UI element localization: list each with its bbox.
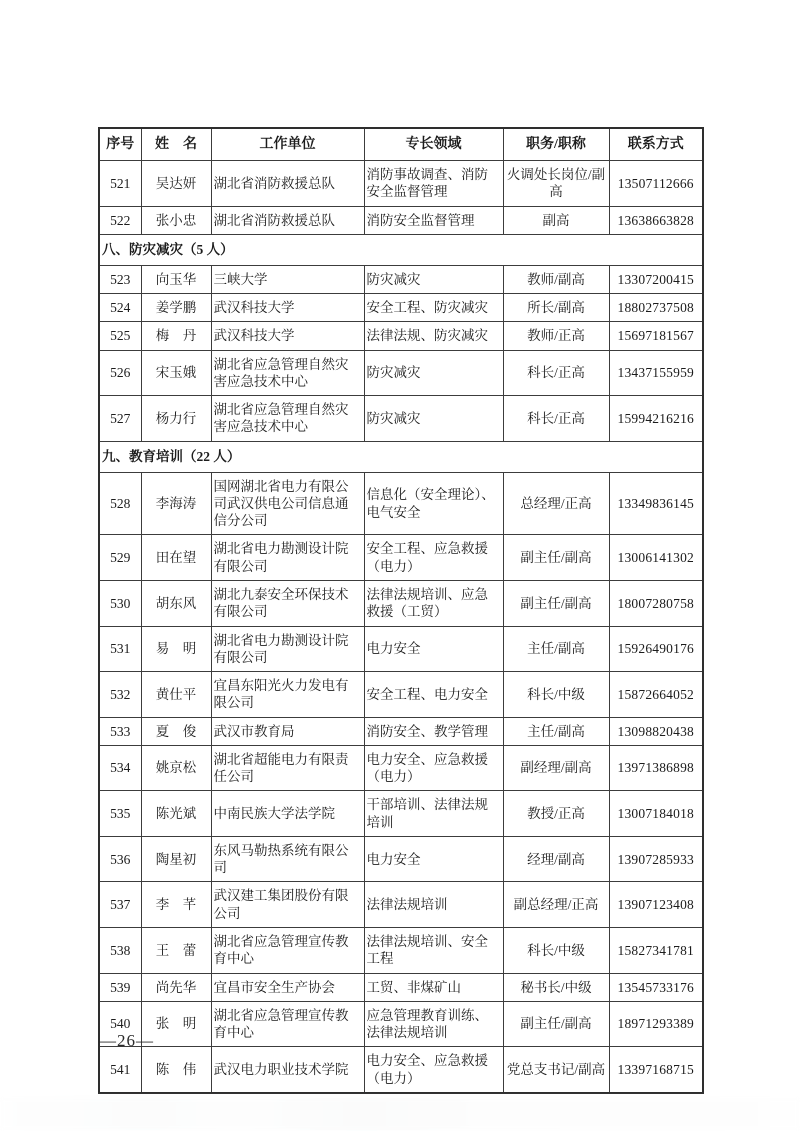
cell-name: 陈 伟 bbox=[141, 1047, 211, 1093]
table-row bbox=[99, 206, 703, 234]
cell-unit: 湖北省应急管理自然灾害应急技术中心 bbox=[211, 396, 364, 442]
cell-no: 531 bbox=[99, 626, 141, 672]
cell-unit: 武汉科技大学 bbox=[211, 294, 364, 322]
cell-unit: 湖北省应急管理宣传教育中心 bbox=[211, 927, 364, 973]
cell-unit: 东风马勒热系统有限公司 bbox=[211, 836, 364, 882]
cell-phone: 18971293389 bbox=[609, 1001, 703, 1047]
cell-phone: 13907123408 bbox=[609, 882, 703, 928]
cell-unit: 湖北省消防救援总队 bbox=[211, 161, 364, 207]
cell-name: 杨力行 bbox=[141, 396, 211, 442]
cell-no: 538 bbox=[99, 927, 141, 973]
cell-no: 525 bbox=[99, 322, 141, 350]
table-row bbox=[99, 791, 703, 837]
cell-title: 教授/正高 bbox=[503, 791, 609, 837]
cell-no: 521 bbox=[99, 161, 141, 207]
col-header-field: 专长领域 bbox=[364, 128, 503, 161]
cell-no: 537 bbox=[99, 882, 141, 928]
cell-no: 530 bbox=[99, 580, 141, 626]
cell-phone: 13907285933 bbox=[609, 836, 703, 882]
cell-unit: 湖北九泰安全环保技术有限公司 bbox=[211, 580, 364, 626]
cell-name: 陶星初 bbox=[141, 836, 211, 882]
cell-field: 防灾减灾 bbox=[364, 350, 503, 396]
cell-unit: 湖北省应急管理自然灾害应急技术中心 bbox=[211, 350, 364, 396]
cell-title: 科长/正高 bbox=[503, 396, 609, 442]
cell-no: 523 bbox=[99, 265, 141, 293]
cell-name: 尚先华 bbox=[141, 973, 211, 1001]
table-row bbox=[99, 322, 703, 350]
cell-unit: 湖北省电力勘测设计院有限公司 bbox=[211, 535, 364, 581]
cell-name: 宋玉娥 bbox=[141, 350, 211, 396]
table-row bbox=[99, 161, 703, 207]
cell-unit: 三峡大学 bbox=[211, 265, 364, 293]
cell-title: 科长/中级 bbox=[503, 672, 609, 718]
cell-no: 526 bbox=[99, 350, 141, 396]
cell-title: 秘书长/中级 bbox=[503, 973, 609, 1001]
cell-phone: 15697181567 bbox=[609, 322, 703, 350]
cell-phone: 13638663828 bbox=[609, 206, 703, 234]
table-row bbox=[99, 626, 703, 672]
table-row bbox=[99, 396, 703, 442]
cell-field: 应急管理教育训练、法律法规培训 bbox=[364, 1001, 503, 1047]
cell-field: 安全工程、应急救援（电力） bbox=[364, 535, 503, 581]
cell-title: 科长/正高 bbox=[503, 350, 609, 396]
cell-field: 法律法规培训 bbox=[364, 882, 503, 928]
cell-title: 主任/副高 bbox=[503, 626, 609, 672]
cell-phone: 15872664052 bbox=[609, 672, 703, 718]
table-row bbox=[99, 882, 703, 928]
cell-unit: 武汉电力职业技术学院 bbox=[211, 1047, 364, 1093]
cell-no: 533 bbox=[99, 717, 141, 745]
cell-field: 防灾减灾 bbox=[364, 396, 503, 442]
cell-no: 529 bbox=[99, 535, 141, 581]
cell-name: 梅 丹 bbox=[141, 322, 211, 350]
cell-phone: 13545733176 bbox=[609, 973, 703, 1001]
cell-phone: 13349836145 bbox=[609, 472, 703, 535]
cell-title: 教师/正高 bbox=[503, 322, 609, 350]
cell-title: 副高 bbox=[503, 206, 609, 234]
cell-no: 524 bbox=[99, 294, 141, 322]
table-row bbox=[99, 472, 703, 535]
table-row bbox=[99, 580, 703, 626]
cell-unit: 武汉科技大学 bbox=[211, 322, 364, 350]
experts-table bbox=[98, 127, 704, 1094]
cell-no: 535 bbox=[99, 791, 141, 837]
cell-field: 安全工程、电力安全 bbox=[364, 672, 503, 718]
cell-phone: 13507112666 bbox=[609, 161, 703, 207]
table-header-row bbox=[99, 128, 703, 161]
table-row bbox=[99, 745, 703, 791]
cell-name: 姜学鹏 bbox=[141, 294, 211, 322]
cell-phone: 13397168715 bbox=[609, 1047, 703, 1093]
cell-phone: 13098820438 bbox=[609, 717, 703, 745]
cell-title: 副主任/副高 bbox=[503, 535, 609, 581]
cell-name: 张小忠 bbox=[141, 206, 211, 234]
cell-field: 消防安全、教学管理 bbox=[364, 717, 503, 745]
cell-no: 541 bbox=[99, 1047, 141, 1093]
cell-phone: 15926490176 bbox=[609, 626, 703, 672]
cell-unit: 国网湖北省电力有限公司武汉供电公司信息通信分公司 bbox=[211, 472, 364, 535]
cell-title: 所长/副高 bbox=[503, 294, 609, 322]
section-label: 九、教育培训（22 人） bbox=[99, 441, 703, 472]
cell-name: 田在望 bbox=[141, 535, 211, 581]
cell-unit: 湖北省电力勘测设计院有限公司 bbox=[211, 626, 364, 672]
cell-no: 536 bbox=[99, 836, 141, 882]
cell-unit: 湖北省超能电力有限责任公司 bbox=[211, 745, 364, 791]
cell-field: 消防事故调查、消防安全监督管理 bbox=[364, 161, 503, 207]
page-bleed-artifact bbox=[0, 1097, 800, 1131]
cell-title: 主任/副高 bbox=[503, 717, 609, 745]
section-row bbox=[99, 441, 703, 472]
cell-field: 法律法规、防灾减灾 bbox=[364, 322, 503, 350]
cell-title: 副主任/副高 bbox=[503, 580, 609, 626]
cell-field: 干部培训、法律法规培训 bbox=[364, 791, 503, 837]
cell-name: 夏 俊 bbox=[141, 717, 211, 745]
cell-field: 电力安全、应急救援（电力） bbox=[364, 1047, 503, 1093]
cell-no: 540 bbox=[99, 1001, 141, 1047]
cell-phone: 18007280758 bbox=[609, 580, 703, 626]
cell-phone: 13007184018 bbox=[609, 791, 703, 837]
cell-no: 532 bbox=[99, 672, 141, 718]
cell-unit: 武汉建工集团股份有限公司 bbox=[211, 882, 364, 928]
cell-no: 522 bbox=[99, 206, 141, 234]
cell-field: 电力安全 bbox=[364, 836, 503, 882]
cell-field: 电力安全、应急救援（电力） bbox=[364, 745, 503, 791]
cell-title: 副主任/副高 bbox=[503, 1001, 609, 1047]
cell-title: 经理/副高 bbox=[503, 836, 609, 882]
section-row bbox=[99, 234, 703, 265]
table-row bbox=[99, 927, 703, 973]
cell-name: 黄仕平 bbox=[141, 672, 211, 718]
col-header-title: 职务/职称 bbox=[503, 128, 609, 161]
cell-field: 防灾减灾 bbox=[364, 265, 503, 293]
cell-name: 李 芊 bbox=[141, 882, 211, 928]
cell-unit: 宜昌东阳光火力发电有限公司 bbox=[211, 672, 364, 718]
cell-unit: 武汉市教育局 bbox=[211, 717, 364, 745]
cell-title: 教师/副高 bbox=[503, 265, 609, 293]
cell-no: 539 bbox=[99, 973, 141, 1001]
cell-field: 电力安全 bbox=[364, 626, 503, 672]
table-row bbox=[99, 717, 703, 745]
section-label: 八、防灾减灾（5 人） bbox=[99, 234, 703, 265]
cell-no: 528 bbox=[99, 472, 141, 535]
cell-name: 陈光斌 bbox=[141, 791, 211, 837]
table-row bbox=[99, 350, 703, 396]
cell-field: 工贸、非煤矿山 bbox=[364, 973, 503, 1001]
table-row bbox=[99, 1047, 703, 1093]
cell-title: 火调处长岗位/副高 bbox=[503, 161, 609, 207]
cell-name: 胡东风 bbox=[141, 580, 211, 626]
cell-field: 信息化（安全理论）、电气安全 bbox=[364, 472, 503, 535]
table-row bbox=[99, 294, 703, 322]
col-header-unit: 工作单位 bbox=[211, 128, 364, 161]
cell-no: 527 bbox=[99, 396, 141, 442]
cell-name: 易 明 bbox=[141, 626, 211, 672]
cell-title: 副经理/副高 bbox=[503, 745, 609, 791]
cell-phone: 13006141302 bbox=[609, 535, 703, 581]
cell-phone: 15827341781 bbox=[609, 927, 703, 973]
cell-no: 534 bbox=[99, 745, 141, 791]
cell-title: 副总经理/正高 bbox=[503, 882, 609, 928]
cell-name: 张 明 bbox=[141, 1001, 211, 1047]
cell-field: 消防安全监督管理 bbox=[364, 206, 503, 234]
cell-name: 吴达妍 bbox=[141, 161, 211, 207]
cell-title: 党总支书记/副高 bbox=[503, 1047, 609, 1093]
col-header-no: 序号 bbox=[99, 128, 141, 161]
col-header-phone: 联系方式 bbox=[609, 128, 703, 161]
cell-unit: 中南民族大学法学院 bbox=[211, 791, 364, 837]
table-row bbox=[99, 973, 703, 1001]
table-row bbox=[99, 672, 703, 718]
table-row bbox=[99, 265, 703, 293]
cell-unit: 湖北省应急管理宣传教育中心 bbox=[211, 1001, 364, 1047]
cell-phone: 18802737508 bbox=[609, 294, 703, 322]
cell-name: 王 蕾 bbox=[141, 927, 211, 973]
cell-field: 法律法规培训、安全工程 bbox=[364, 927, 503, 973]
table-row bbox=[99, 1001, 703, 1047]
cell-name: 向玉华 bbox=[141, 265, 211, 293]
cell-phone: 13307200415 bbox=[609, 265, 703, 293]
cell-unit: 湖北省消防救援总队 bbox=[211, 206, 364, 234]
cell-phone: 15994216216 bbox=[609, 396, 703, 442]
cell-name: 李海涛 bbox=[141, 472, 211, 535]
cell-field: 法律法规培训、应急救援（工贸） bbox=[364, 580, 503, 626]
cell-field: 安全工程、防灾减灾 bbox=[364, 294, 503, 322]
cell-unit: 宜昌市安全生产协会 bbox=[211, 973, 364, 1001]
page-number: —26— bbox=[99, 1031, 154, 1050]
cell-title: 科长/中级 bbox=[503, 927, 609, 973]
col-header-name: 姓 名 bbox=[141, 128, 211, 161]
table-row bbox=[99, 535, 703, 581]
cell-phone: 13437155959 bbox=[609, 350, 703, 396]
cell-name: 姚京松 bbox=[141, 745, 211, 791]
cell-title: 总经理/正高 bbox=[503, 472, 609, 535]
table-row bbox=[99, 836, 703, 882]
cell-phone: 13971386898 bbox=[609, 745, 703, 791]
